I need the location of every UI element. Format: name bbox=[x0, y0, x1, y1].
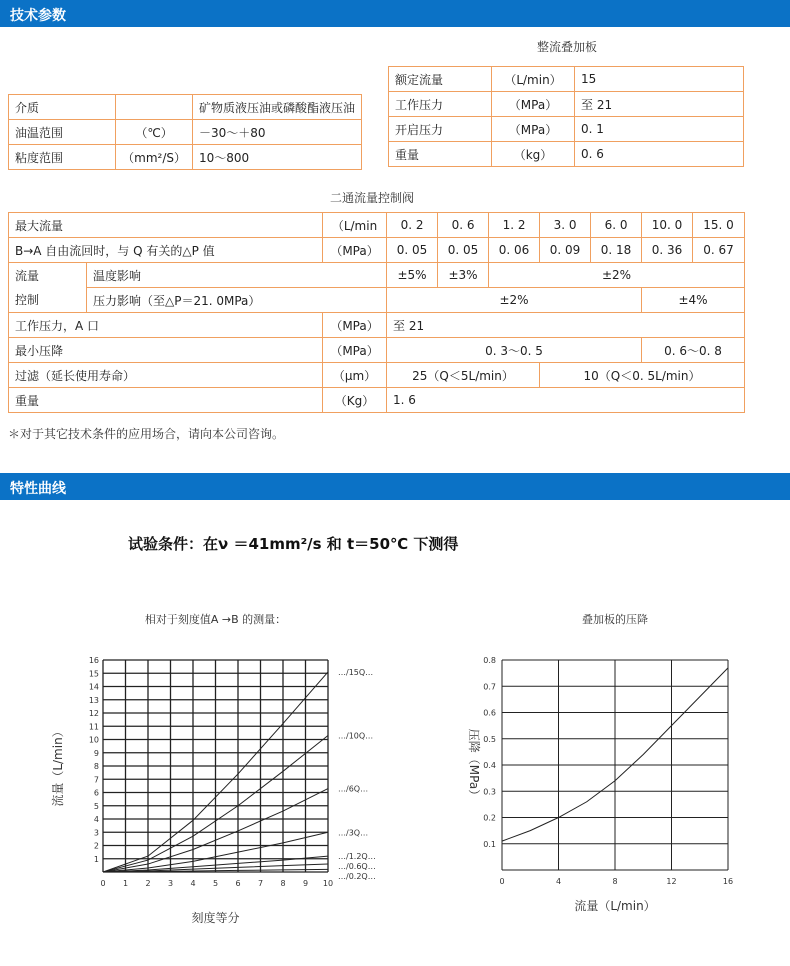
pressure-value: 0. 09 bbox=[540, 238, 591, 263]
table-row bbox=[9, 313, 745, 338]
max-flow-value: 0. 2 bbox=[387, 213, 438, 238]
table-row bbox=[9, 338, 745, 363]
x-axis-label: 流量（L/min） bbox=[574, 899, 656, 913]
row-value: 矿物质液压油或磷酸酯液压油 bbox=[192, 95, 361, 120]
row-label: 油温范围 bbox=[9, 120, 116, 145]
row-value: 10～800 bbox=[192, 145, 361, 170]
y-tick-label: 15 bbox=[88, 669, 99, 679]
pressure-value: 0. 67 bbox=[693, 238, 745, 263]
pressure-value: 0. 06 bbox=[489, 238, 540, 263]
y-tick-label: 8 bbox=[93, 762, 99, 771]
chart-title: 叠加板的压降 bbox=[582, 613, 648, 626]
row-value: 0. 1 bbox=[575, 117, 744, 142]
filter-unit: （μm） bbox=[323, 363, 387, 388]
pressure-unit: （MPa） bbox=[323, 238, 387, 263]
row-value: 15 bbox=[575, 67, 744, 92]
y-tick-label: 0.4 bbox=[483, 761, 496, 770]
pressure-value: 0. 36 bbox=[642, 238, 693, 263]
flow-control-label: 控制 bbox=[9, 288, 87, 313]
y-tick-label: 3 bbox=[93, 828, 99, 838]
table-row bbox=[9, 95, 362, 120]
max-flow-value: 6. 0 bbox=[591, 213, 642, 238]
y-tick-label: 0.1 bbox=[483, 839, 496, 849]
y-tick-label: 11 bbox=[88, 722, 99, 732]
x-tick-label: 0 bbox=[499, 877, 505, 886]
note-text: ＊对于其它技术条件的应用场合，请向本公司咨询。 bbox=[8, 427, 285, 441]
table-row bbox=[9, 120, 362, 145]
table-row bbox=[9, 238, 745, 263]
x-tick-label: 16 bbox=[722, 877, 734, 886]
row-label: 工作压力 bbox=[389, 92, 492, 117]
filter-value: 10（Q＜0. 5L/min） bbox=[540, 363, 745, 388]
y-tick-label: 6 bbox=[93, 788, 99, 798]
y-tick-label: 14 bbox=[88, 682, 99, 692]
series-label: …/6Q… bbox=[338, 784, 369, 794]
max-flow-value: 1. 2 bbox=[489, 213, 540, 238]
x-tick-label: 9 bbox=[302, 879, 309, 888]
table-row bbox=[9, 213, 745, 238]
series-label: …/15Q… bbox=[338, 667, 374, 677]
y-tick-label: 0.8 bbox=[483, 656, 496, 665]
max-flow-value: 10. 0 bbox=[642, 213, 693, 238]
table-row bbox=[389, 142, 744, 167]
flow-measurement-chart bbox=[40, 605, 376, 925]
table-row bbox=[9, 145, 362, 170]
x-tick-label: 4 bbox=[555, 877, 562, 886]
min-drop-value: 0. 3～0. 5 bbox=[387, 338, 642, 363]
section-banner-tech bbox=[0, 0, 790, 27]
pressure-label: B→A 自由流回时，与 Q 有关的△P 值 bbox=[9, 238, 323, 263]
x-tick-label: 8 bbox=[280, 879, 286, 888]
pressure-drop-chart bbox=[440, 605, 760, 925]
y-tick-label: 4 bbox=[93, 815, 99, 824]
series-label: …/10Q… bbox=[338, 731, 374, 741]
max-flow-label: 最大流量 bbox=[9, 213, 323, 238]
y-tick-label: 5 bbox=[93, 801, 99, 811]
y-tick-label: 7 bbox=[93, 775, 99, 785]
filter-label: 过滤（延长使用寿命） bbox=[9, 363, 323, 388]
x-tick-label: 10 bbox=[322, 879, 334, 888]
test-condition: 试验条件：在ν ＝41mm²/s 和 t＝50℃ 下测得 bbox=[128, 535, 459, 553]
x-tick-label: 8 bbox=[612, 877, 618, 886]
y-tick-label: 16 bbox=[88, 656, 99, 665]
x-tick-label: 0 bbox=[100, 879, 106, 888]
pressure-value: 0. 18 bbox=[591, 238, 642, 263]
temp-effect-value: ±5% bbox=[387, 263, 438, 288]
work-pressure-unit: （MPa） bbox=[323, 313, 387, 338]
table-row bbox=[9, 288, 745, 313]
row-label: 粘度范围 bbox=[9, 145, 116, 170]
press-effect-value: ±2% bbox=[387, 288, 642, 313]
x-tick-label: 5 bbox=[212, 879, 219, 888]
press-effect-value: ±4% bbox=[642, 288, 745, 313]
y-axis-label: 流量（L/min） bbox=[51, 725, 65, 807]
row-unit: （kg） bbox=[492, 142, 575, 167]
work-pressure-label: 工作压力，A 口 bbox=[9, 313, 323, 338]
weight-unit: （Kg） bbox=[323, 388, 387, 413]
max-flow-value: 15. 0 bbox=[693, 213, 745, 238]
min-drop-unit: （MPa） bbox=[323, 338, 387, 363]
row-unit: （MPa） bbox=[492, 117, 575, 142]
series-label: …/3Q… bbox=[338, 828, 369, 838]
row-label: 额定流量 bbox=[389, 67, 492, 92]
x-tick-label: 6 bbox=[235, 879, 241, 888]
x-tick-label: 7 bbox=[257, 879, 264, 888]
y-tick-label: 2 bbox=[93, 841, 99, 851]
section-title: 技术参数 bbox=[10, 8, 66, 24]
temp-effect-value: ±3% bbox=[438, 263, 489, 288]
max-flow-unit: （L/min bbox=[323, 213, 387, 238]
row-unit bbox=[116, 95, 193, 120]
y-tick-label: 9 bbox=[93, 748, 99, 758]
row-unit: （℃） bbox=[116, 120, 193, 145]
x-tick-label: 3 bbox=[167, 879, 174, 888]
row-unit: （L/min） bbox=[492, 67, 575, 92]
x-tick-label: 1 bbox=[122, 879, 129, 888]
x-tick-label: 4 bbox=[190, 879, 196, 888]
temp-effect-label: 温度影响 bbox=[87, 263, 387, 288]
table-row bbox=[9, 388, 745, 413]
x-tick-label: 2 bbox=[145, 879, 151, 888]
table-row bbox=[389, 92, 744, 117]
press-effect-label: 压力影响（至△P＝21. 0MPa） bbox=[87, 288, 387, 313]
series-label: …/0.2Q… bbox=[338, 872, 376, 882]
y-tick-label: 0.5 bbox=[483, 734, 496, 744]
valve-table bbox=[8, 212, 745, 413]
medium-table bbox=[8, 94, 362, 170]
y-tick-label: 0.7 bbox=[483, 682, 496, 692]
chart-title: 相对于刻度值A →B 的测量： bbox=[144, 613, 287, 626]
max-flow-value: 3. 0 bbox=[540, 213, 591, 238]
valve-table-caption: 二通流量控制阀 bbox=[330, 191, 415, 205]
y-tick-label: 12 bbox=[88, 709, 99, 718]
plate-table bbox=[388, 66, 744, 167]
work-pressure-value: 至 21 bbox=[387, 313, 745, 338]
y-tick-label: 0.2 bbox=[483, 813, 496, 823]
row-label: 介质 bbox=[9, 95, 116, 120]
row-label: 重量 bbox=[389, 142, 492, 167]
plate-table-caption: 整流叠加板 bbox=[537, 40, 598, 54]
table-row bbox=[389, 67, 744, 92]
pressure-value: 0. 05 bbox=[438, 238, 489, 263]
row-value: －30～＋80 bbox=[192, 120, 361, 145]
y-tick-label: 1 bbox=[93, 854, 99, 864]
x-tick-label: 12 bbox=[666, 877, 677, 886]
section-title: 特性曲线 bbox=[10, 481, 66, 497]
section-banner-curves bbox=[0, 473, 790, 500]
y-tick-label: 13 bbox=[88, 695, 99, 705]
y-axis-label: 压降（MPa） bbox=[467, 728, 481, 802]
max-flow-value: 0. 6 bbox=[438, 213, 489, 238]
min-drop-label: 最小压降 bbox=[9, 338, 323, 363]
table-row bbox=[9, 263, 745, 288]
weight-label: 重量 bbox=[9, 388, 323, 413]
x-axis-label: 刻度等分 bbox=[191, 911, 240, 925]
table-row bbox=[9, 363, 745, 388]
row-value: 至 21 bbox=[575, 92, 744, 117]
weight-value: 1. 6 bbox=[387, 388, 745, 413]
y-tick-label: 0.3 bbox=[483, 787, 496, 797]
y-tick-label: 10 bbox=[88, 735, 99, 745]
row-unit: （mm²/S） bbox=[116, 145, 193, 170]
series-label: …/1.2Q… bbox=[338, 852, 376, 862]
filter-value: 25（Q＜5L/min） bbox=[387, 363, 540, 388]
temp-effect-value: ±2% bbox=[489, 263, 745, 288]
row-unit: （MPa） bbox=[492, 92, 575, 117]
flow-control-label: 流量 bbox=[9, 263, 87, 288]
row-value: 0. 6 bbox=[575, 142, 744, 167]
table-row bbox=[389, 117, 744, 142]
series-label: …/0.6Q… bbox=[338, 862, 376, 872]
min-drop-value: 0. 6～0. 8 bbox=[642, 338, 745, 363]
y-tick-label: 0.6 bbox=[483, 708, 496, 718]
pressure-value: 0. 05 bbox=[387, 238, 438, 263]
row-label: 开启压力 bbox=[389, 117, 492, 142]
